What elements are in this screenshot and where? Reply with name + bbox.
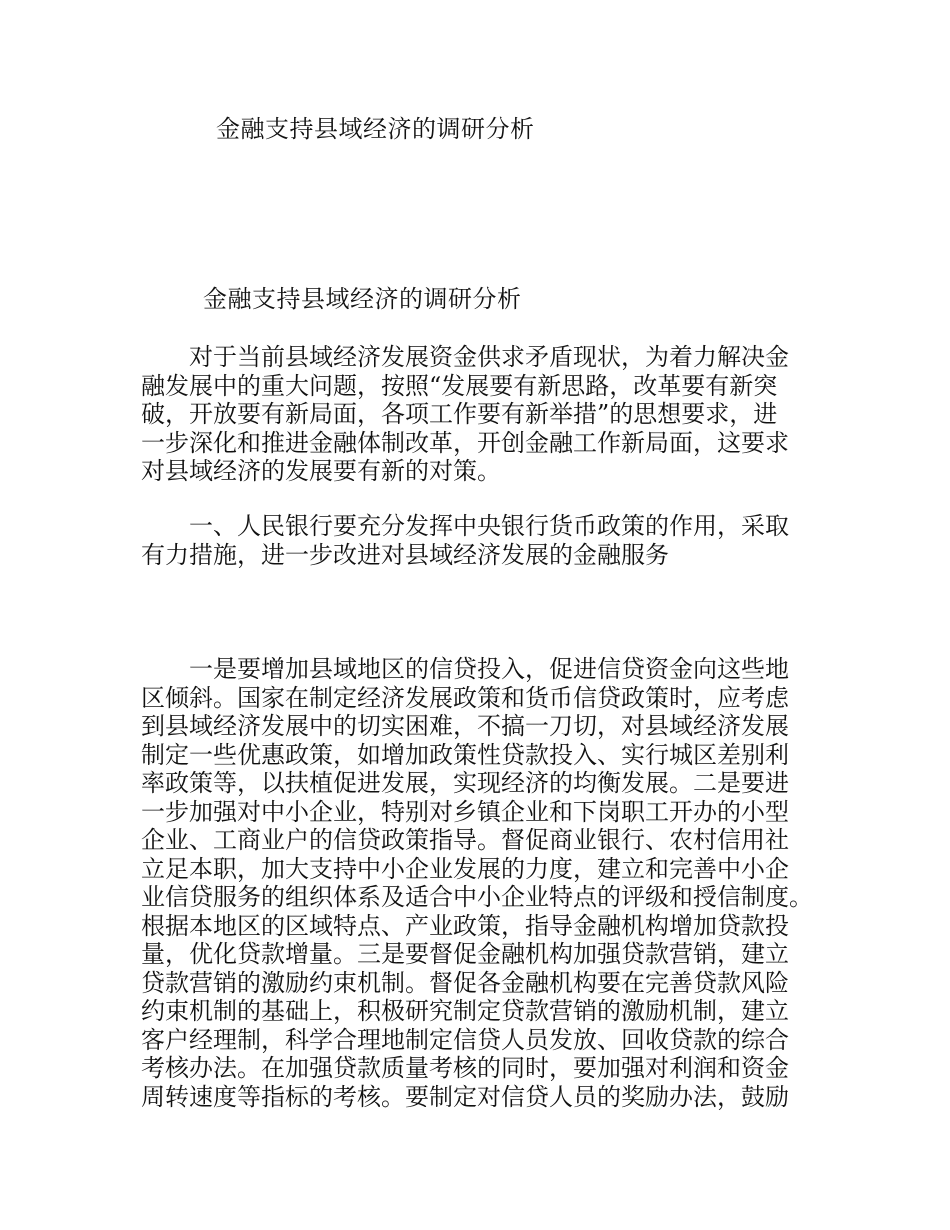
paragraph-line: 制定一些优惠政策，如增加政策性贷款投入、实行城区差别利 (141, 740, 789, 769)
paragraph-line: 约束机制的基础上，积极研究制定贷款营销的激励机制，建立 (141, 997, 789, 1025)
paragraph-line: 到县域经济发展中的切实困难，不搞一刀切，对县域经济发展 (141, 712, 789, 740)
paragraph-line: 立足本职，加大支持中小企业发展的力度，建立和完善中小企 (141, 854, 789, 883)
paragraph-line: 客户经理制，科学合理地制定信贷人员发放、回收贷款的综合 (141, 1025, 789, 1054)
paragraph-body (141, 655, 821, 1111)
paragraph-line: 融发展中的重大问题，按照“发展要有新思路，改革要有新突 (141, 371, 778, 400)
paragraph-line: 企业、工商业户的信贷政策指导。督促商业银行、农村信用社 (141, 826, 789, 854)
paragraph-line: 区倾斜。国家在制定经济发展政策和货币信贷政策时，应考虑 (141, 683, 789, 712)
paragraph-line: 一是要增加县域地区的信贷投入，促进信贷资金向这些地 (189, 655, 789, 683)
paragraph-line: 率政策等，以扶植促进发展，实现经济的均衡发展。二是要进 (141, 769, 789, 797)
paragraph-line: 对县域经济的发展要有新的对策。 (141, 457, 501, 485)
paragraph-line: 有力措施，进一步改进对县域经济发展的金融服务 (141, 540, 669, 569)
paragraph-line: 考核办法。在加强贷款质量考核的同时，要加强对利润和资金 (141, 1054, 789, 1082)
paragraph-line: 根据本地区的区域特点、产业政策，指导金融机构增加贷款投 (141, 911, 789, 940)
paragraph-line: 破，开放要有新局面，各项工作要有新举措”的思想要求，进 (141, 400, 778, 428)
paragraph-line: 业信贷服务的组织体系及适合中小企业特点的评级和授信制度。 (141, 883, 813, 911)
paragraph-line: 一、人民银行要充分发挥中央银行货币政策的作用，采取 (189, 512, 789, 540)
paragraph-intro (141, 343, 821, 486)
paragraph-line: 贷款营销的激励约束机制。督促各金融机构要在完善贷款风险 (141, 968, 789, 997)
paragraph-line: 量，优化贷款增量。三是要督促金融机构加强贷款营销，建立 (141, 940, 789, 968)
paragraph-line: 对于当前县域经济发展资金供求矛盾现状，为着力解决金 (189, 343, 789, 371)
section-title: 金融支持县域经济的调研分析 (203, 285, 522, 313)
paragraph-line: 一步加强对中小企业，特别对乡镇企业和下岗职工开办的小型 (141, 797, 789, 826)
paragraph-line: 周转速度等指标的考核。要制定对信贷人员的奖励办法，鼓励 (141, 1082, 789, 1111)
paragraph-line: 一步深化和推进金融体制改革，开创金融工作新局面，这要求 (141, 428, 789, 457)
document-title: 金融支持县域经济的调研分析 (216, 115, 535, 143)
section-heading-1 (141, 512, 821, 569)
